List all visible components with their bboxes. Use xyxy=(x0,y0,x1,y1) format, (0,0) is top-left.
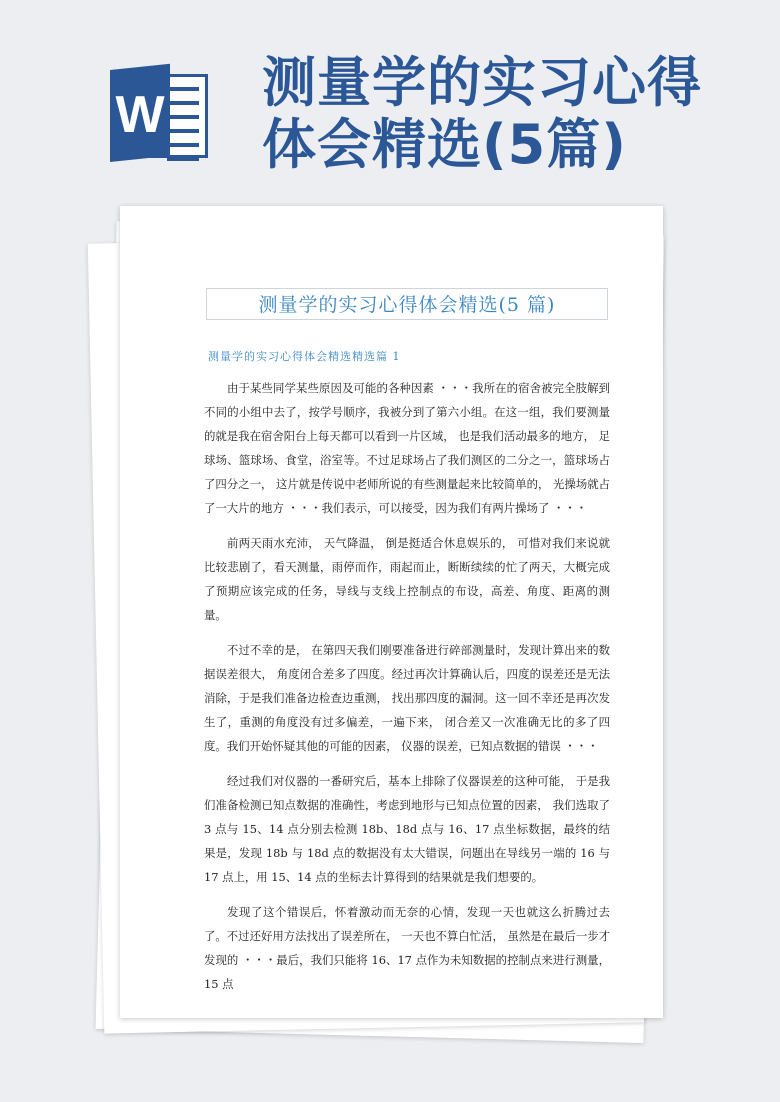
paragraph: 发现了这个错误后，怀着激动而无奈的心情，发现一天也就这么折腾过去了。不过还好用方法找出了误差所在， 一天也不算白忙活， 虽然是在最后一步才发现的 ・・・最后，我们只能将 16、17 点作为未知数据的控制点来进行测量， 15 点 xyxy=(204,905,610,991)
banner-title: 测量学的实习心得体会精选(5篇) xyxy=(262,51,702,176)
document-title: 测量学的实习心得体会精选(5 篇) xyxy=(258,294,556,316)
word-logo-icon xyxy=(110,70,210,162)
document-page xyxy=(120,206,663,1018)
document-body xyxy=(204,376,610,1007)
paragraph: 前两天雨水充沛， 天气降温， 倒是挺适合休息娱乐的， 可惜对我们来说就比较悲剧了，看天测量，雨停而作，雨起而止，断断续续的忙了两天，大概完成了预期应该完成的任务，导线与支线上控制点的布设，高差、角度、距离的测量。 xyxy=(204,536,610,622)
section-heading: 测量学的实习心得体会精选精选篇 1 xyxy=(208,350,401,363)
document-title-box xyxy=(206,288,608,320)
paragraph: 不过不幸的是， 在第四天我们刚要准备进行碎部测量时，发现计算出来的数据误差很大， 角度闭合差多了四度。经过再次计算确认后，四度的误差还是无法消除，于是我们准备边检查边重测， 找出那四度的漏洞。这一回不幸还是再次发生了，重测的角度没有过多偏差，一遍下来， 闭合差又一次准确无比的多了四度。我们开始怀疑其他的可能的因素， 仪器的误差，已知点数据的错误 ・・・ xyxy=(204,643,610,753)
paragraph: 经过我们对仪器的一番研究后，基本上排除了仪器误差的这种可能， 于是我们准备检测已知点数据的准确性，考虑到地形与已知点位置的因素， 我们选取了 3 点与 15、14 点分别去检测 18b、18d 点与 16、17 点坐标数据，最终的结果是，发现 18b 与 18d 点的数据没有太大错误，问题出在导线另一端的 16 与 17 点上，用 15、14 点的坐标去计算得到的结果就是我们想要的。 xyxy=(204,774,610,884)
word-badge xyxy=(110,64,170,162)
paragraph: 由于某些同学某些原因及可能的各种因素 ・・・我所在的宿舍被完全肢解到不同的小组中去了，按学号顺序，我被分到了第六小组。在这一组，我们要测量的就是我在宿舍阳台上每天都可以看到一片区域， 也是我们活动最多的地方， 足球场、篮球场、食堂，浴室等。不过足球场占了我们测区的二分之一，篮球场占了四分之一， 这片就是传说中老师所说的有些测量起来比较简单的， 光操场就占了一大片的地方 ・・・我们表示，可以接受，因为我们有两片操场了 ・・・ xyxy=(204,381,610,515)
word-letter: W xyxy=(115,85,165,144)
